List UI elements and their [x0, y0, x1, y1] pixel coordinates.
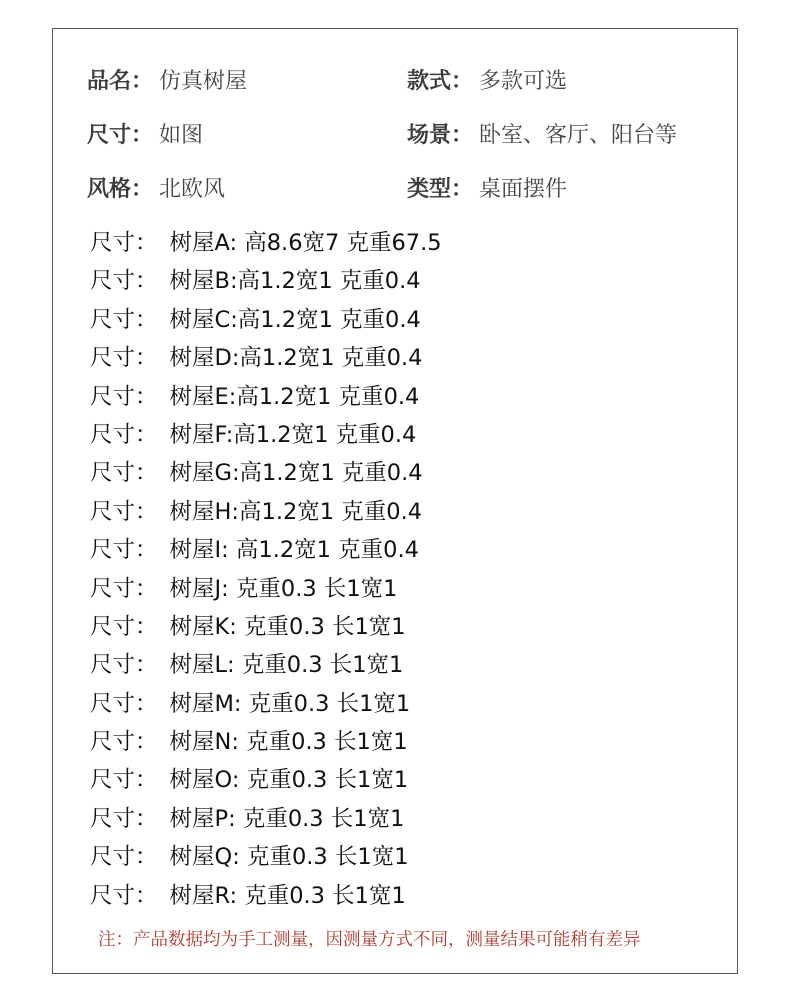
spec-text: 树屋G:高1.2宽1 克重0.4: [169, 460, 423, 487]
spec-label: 尺寸：: [90, 460, 158, 487]
spec-text: 树屋C:高1.2宽1 克重0.4: [169, 306, 421, 333]
spec-label: 尺寸：: [90, 652, 158, 679]
spec-text: 树屋P: 克重0.3 长1宽1: [169, 805, 405, 832]
spec-text: 树屋D:高1.2宽1 克重0.4: [169, 345, 423, 372]
spec-item-d: [90, 339, 730, 377]
spec-text: 树屋M: 克重0.3 长1宽1: [169, 690, 411, 717]
spec-text: 树屋L: 克重0.3 长1宽1: [169, 652, 404, 679]
spec-item-r: [90, 877, 730, 915]
product-name-value: 仿真树屋: [159, 69, 248, 94]
size-field: [87, 119, 203, 153]
style-option-label: 款式：: [407, 69, 474, 94]
spec-item-g: [90, 454, 730, 492]
spec-label: 尺寸：: [90, 805, 158, 832]
spec-text: 树屋H:高1.2宽1 克重0.4: [169, 498, 423, 525]
spec-item-h: [90, 493, 730, 531]
spec-item-k: [90, 608, 730, 646]
spec-label: 尺寸：: [90, 767, 158, 794]
size-value: 如图: [159, 123, 204, 148]
spec-label: 尺寸：: [90, 844, 158, 871]
style-option-field: [407, 65, 567, 99]
type-value: 桌面摆件: [479, 177, 568, 202]
spec-item-l: [90, 646, 730, 684]
spec-label: 尺寸：: [90, 306, 158, 333]
scene-field: [407, 119, 677, 153]
spec-label: 尺寸：: [90, 230, 158, 256]
spec-text: 树屋B:高1.2宽1 克重0.4: [169, 268, 421, 295]
style-option-value: 多款可选: [479, 69, 568, 94]
spec-label: 尺寸：: [90, 498, 158, 525]
design-style-value: 北欧风: [159, 177, 226, 202]
scene-value: 卧室、客厅、阳台等: [479, 123, 678, 148]
spec-item-q: [90, 838, 730, 876]
type-label: 类型：: [407, 177, 474, 202]
spec-label: 尺寸：: [90, 690, 158, 717]
info-row-style-type: [87, 173, 727, 207]
spec-label: 尺寸：: [90, 575, 158, 602]
design-style-field: [87, 173, 225, 207]
spec-item-m: [90, 685, 730, 723]
spec-text: 树屋O: 克重0.3 长1宽1: [169, 767, 409, 794]
design-style-label: 风格：: [87, 177, 154, 202]
spec-label: 尺寸：: [90, 345, 158, 372]
spec-item-e: [90, 378, 730, 416]
spec-text: 树屋N: 克重0.3 长1宽1: [169, 729, 408, 756]
size-label: 尺寸：: [87, 123, 154, 148]
spec-item-j: [90, 570, 730, 608]
spec-item-c: [90, 301, 730, 339]
spec-item-b: [90, 262, 730, 300]
product-name-label: 品名：: [87, 69, 154, 94]
spec-item-n: [90, 723, 730, 761]
spec-text: 树屋R: 克重0.3 长1宽1: [169, 882, 406, 909]
spec-text: 树屋Q: 克重0.3 长1宽1: [169, 844, 409, 871]
info-row-size-scene: [87, 119, 727, 153]
type-field: [407, 173, 567, 207]
spec-item-i: [90, 531, 730, 569]
size-spec-list: [90, 224, 730, 915]
measurement-disclaimer: 注：产品数据均为手工测量，因测量方式不同，测量结果可能稍有差异: [98, 930, 641, 950]
spec-item-o: [90, 761, 730, 799]
scene-label: 场景：: [407, 123, 474, 148]
info-row-name-style: [87, 65, 727, 99]
spec-label: 尺寸：: [90, 882, 158, 909]
product-name-field: [87, 65, 247, 99]
spec-text: 树屋E:高1.2宽1 克重0.4: [169, 383, 420, 410]
spec-item-p: [90, 800, 730, 838]
spec-text: 树屋I: 高1.2宽1 克重0.4: [169, 537, 419, 564]
spec-text: 树屋J: 克重0.3 长1宽1: [169, 575, 398, 602]
spec-text: 树屋F:高1.2宽1 克重0.4: [169, 421, 417, 448]
spec-item-f: [90, 416, 730, 454]
spec-label: 尺寸：: [90, 729, 158, 756]
spec-label: 尺寸：: [90, 383, 158, 410]
spec-label: 尺寸：: [90, 268, 158, 295]
spec-label: 尺寸：: [90, 613, 158, 640]
spec-text: 树屋K: 克重0.3 长1宽1: [169, 613, 406, 640]
spec-text: 树屋A: 高8.6宽7 克重67.5: [169, 230, 442, 256]
spec-label: 尺寸：: [90, 421, 158, 448]
spec-label: 尺寸：: [90, 537, 158, 564]
spec-item-a: [90, 224, 730, 262]
